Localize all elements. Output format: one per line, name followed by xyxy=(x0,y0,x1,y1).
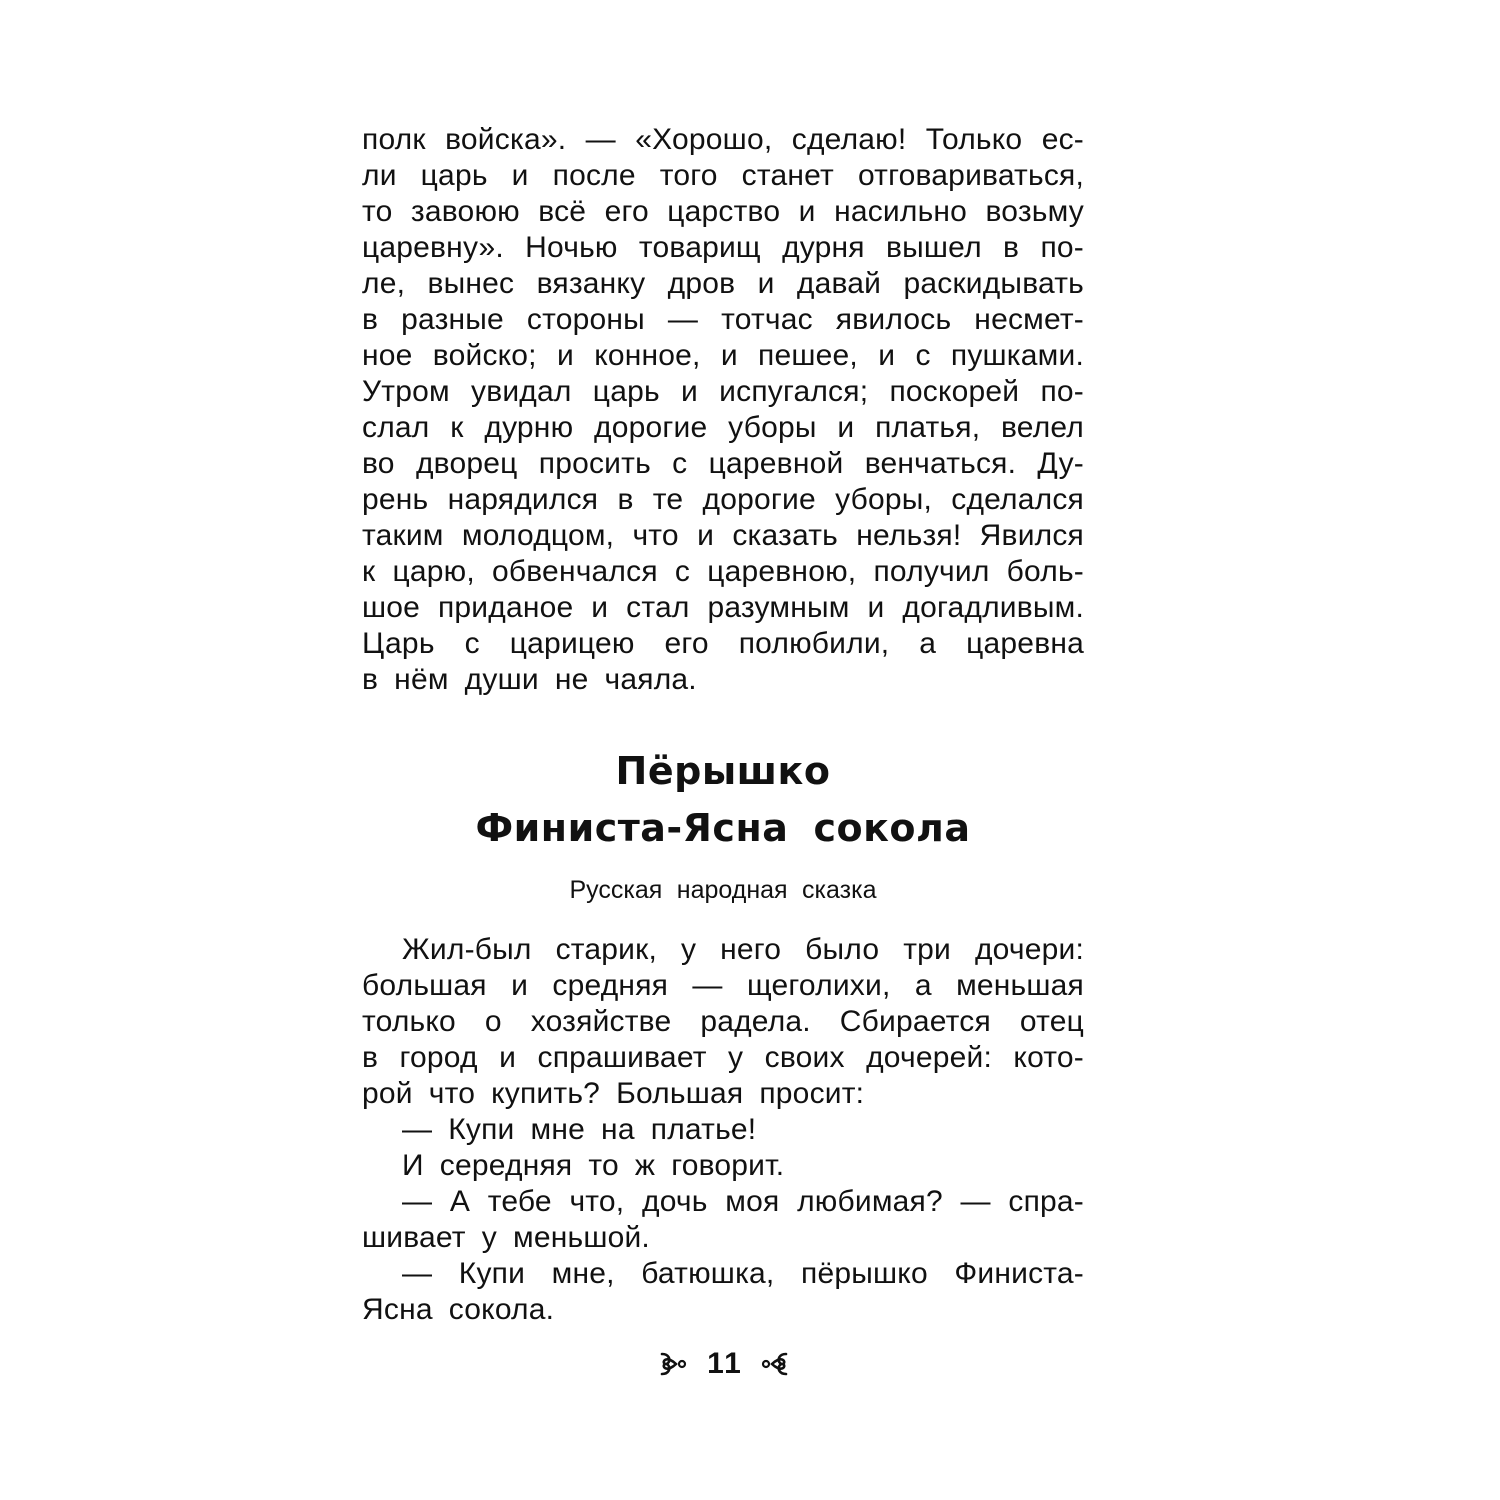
previous-text-line: Царь с царицею его полюбили, а царевна xyxy=(362,627,1084,660)
page-footer xyxy=(655,1344,795,1384)
previous-text-line: в разные стороны — тотчас явилось несмет- xyxy=(362,303,1084,336)
previous-text-line: ное войско; и конное, и пешее, и с пушками. xyxy=(362,339,1084,372)
previous-text-line: полк войска». — «Хорошо, сделаю! Только ес- xyxy=(362,123,1084,156)
previous-text-line: ли царь и после того станет отговариваться, xyxy=(362,159,1084,192)
previous-text-line: слал к дурню дорогие уборы и платья, велел xyxy=(362,411,1084,444)
previous-text-line: ле, вынес вязанку дров и давай раскидывать xyxy=(362,267,1084,300)
story-text-line: — Купи мне на платье! xyxy=(402,1113,757,1146)
page-number: 11 xyxy=(707,1347,743,1380)
story-text-line: только о хозяйстве радела. Сбирается отец xyxy=(362,1005,1084,1038)
previous-text-line: таким молодцом, что и сказать нельзя! Явился xyxy=(362,519,1084,552)
story-text-line: рой что купить? Большая просит: xyxy=(362,1077,865,1110)
story-text-line: Жил-был старик, у него было три дочери: xyxy=(402,933,1084,966)
story-text-line: И середняя то ж говорит. xyxy=(402,1149,785,1182)
story-text-line: — Купи мне, батюшка, пёрышко Финиста- xyxy=(402,1257,1084,1290)
story-title-line-1: Пёрышко xyxy=(615,749,831,793)
previous-text-line: царевну». Ночью товарищ дурня вышел в по- xyxy=(362,231,1084,264)
story-text-line: в город и спрашивает у своих дочерей: кото- xyxy=(362,1041,1084,1074)
previous-text-line: во дворец просить с царевной венчаться. Ду- xyxy=(362,447,1084,480)
story-text-line: большая и средняя — щеголихи, а меньшая xyxy=(362,969,1084,1002)
flourish-ornament-left-icon xyxy=(659,1350,689,1378)
story-title-line-2: Финиста-Ясна сокола xyxy=(475,806,971,850)
previous-text-line: к царю, обвенчался с царевною, получил боль- xyxy=(362,555,1084,588)
story-subtitle: Русская народная сказка xyxy=(569,876,877,904)
story-text-line: — А тебе что, дочь моя любимая? — спра- xyxy=(402,1185,1084,1218)
flourish-ornament-right-icon xyxy=(759,1350,789,1378)
story-text-line: Ясна сокола. xyxy=(362,1293,555,1326)
previous-text-line: Утром увидал царь и испугался; поскорей по- xyxy=(362,375,1084,408)
previous-text-line: рень нарядился в те дорогие уборы, сделался xyxy=(362,483,1084,516)
previous-text-line: то завоюю всё его царство и насильно возьму xyxy=(362,195,1084,228)
story-text-line: шивает у меньшой. xyxy=(362,1221,650,1254)
previous-text-line: шое приданое и стал разумным и догадливым. xyxy=(362,591,1084,624)
previous-text-line: в нём души не чаяла. xyxy=(362,663,697,696)
